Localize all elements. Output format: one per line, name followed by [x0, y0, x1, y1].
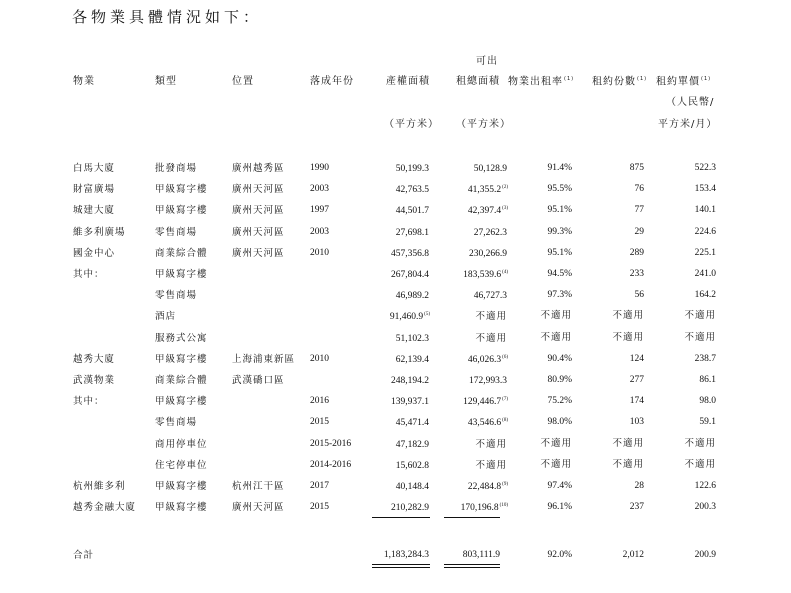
cell-lettable-value: 41,355.2	[467, 185, 502, 196]
cell-type	[155, 482, 208, 492]
cell-lettable-value: 不適用	[475, 312, 507, 323]
cell-year	[310, 228, 329, 238]
cell-location-value: 廣州天河區	[232, 205, 285, 217]
cell-lettable	[410, 461, 508, 472]
cell-property	[73, 228, 126, 238]
cell-lettable	[410, 291, 508, 302]
cell-lettable-value: 22,484.8	[467, 482, 502, 493]
cell-leases-value: 不適用	[612, 438, 644, 449]
gfa-subtotal-rule	[372, 517, 430, 518]
cell-occupancy	[510, 164, 572, 174]
cell-rent-value: 200.3	[694, 502, 716, 513]
cell-leases	[580, 312, 644, 322]
cell-leases	[580, 418, 644, 428]
cell-rent-value: 522.3	[694, 163, 716, 173]
cell-rent-value: 225.1	[694, 247, 716, 258]
cell-rent-value: 98.0	[699, 396, 716, 407]
cell-rent	[650, 334, 716, 344]
cell-occupancy-value: 75.2%	[547, 396, 572, 407]
cell-gfa-value: 46,989.2	[395, 291, 429, 302]
cell-year	[310, 164, 329, 174]
cell-occupancy	[510, 312, 572, 322]
cell-lettable-footnote: (6)	[502, 354, 508, 360]
cell-lettable-footnote: (10)	[499, 503, 508, 509]
cell-property	[73, 185, 115, 195]
lettable-total-rule-1	[444, 564, 500, 565]
cell-year	[310, 503, 329, 513]
cell-leases-value: 56	[634, 290, 644, 301]
cell-year-value: 2017	[310, 481, 329, 491]
cell-type	[155, 164, 197, 174]
cell-property-value: 其中：	[73, 269, 105, 280]
cell-rent	[650, 270, 716, 280]
cell-location-value: 杭州江干區	[232, 481, 285, 492]
cell-gfa-footnote: (5)	[424, 312, 430, 318]
cell-location-value: 廣州天河區	[232, 502, 285, 514]
cell-year-value: 1990	[310, 163, 329, 173]
cell-location	[232, 185, 285, 195]
cell-gfa-value: 44,501.7	[395, 206, 429, 217]
header-occupancy-footnote: (1)	[564, 76, 575, 82]
cell-occupancy	[510, 270, 572, 280]
cell-property-value: 國金中心	[73, 247, 116, 259]
header-property: 物業	[73, 76, 95, 87]
cell-leases	[580, 503, 644, 513]
cell-type-value: 甲級寫字樓	[155, 205, 208, 217]
cell-leases-value: 233	[629, 269, 644, 279]
cell-rent	[650, 312, 716, 322]
cell-lettable-value: 不適用	[475, 333, 507, 344]
cell-year-value: 2015	[310, 502, 329, 513]
cell-leases	[580, 461, 644, 471]
cell-location-value: 廣州越秀區	[232, 163, 285, 174]
header-lettable-top: 可出	[476, 56, 498, 67]
cell-gfa-value: 62,139.4	[395, 354, 429, 365]
cell-lettable-value: 46,026.3	[467, 354, 502, 365]
cell-leases-value: 不適用	[612, 459, 644, 470]
cell-property	[73, 270, 105, 280]
cell-property	[73, 397, 105, 407]
cell-location-value: 武漢礄口區	[232, 375, 285, 386]
cell-rent	[650, 206, 716, 216]
cell-leases	[580, 185, 644, 195]
cell-leases	[580, 355, 644, 365]
header-type: 類型	[155, 76, 177, 87]
cell-location	[232, 376, 285, 386]
cell-property	[73, 164, 115, 174]
cell-occupancy	[510, 291, 572, 301]
cell-rent	[650, 185, 716, 195]
header-location: 位置	[232, 76, 254, 87]
cell-lettable-value: 27,262.3	[473, 227, 507, 238]
cell-year-value: 2016	[310, 396, 329, 407]
cell-type-value: 甲級寫字樓	[155, 353, 208, 365]
cell-type-value: 住宅停車位	[155, 459, 208, 471]
cell-occupancy	[510, 376, 572, 386]
cell-leases	[580, 270, 644, 280]
header-year: 落成年份	[310, 76, 354, 87]
cell-lettable	[410, 312, 508, 323]
cell-lettable-footnote: (8)	[502, 418, 508, 424]
cell-type	[155, 270, 208, 280]
cell-type	[155, 355, 208, 365]
cell-lettable-footnote: (4)	[502, 270, 508, 275]
cell-property-value: 城建大廈	[73, 205, 116, 217]
cell-location	[232, 482, 285, 492]
cell-occupancy	[510, 185, 572, 195]
cell-year-value: 1997	[310, 205, 329, 216]
cell-lettable-value: 42,397.4	[467, 206, 502, 217]
cell-gfa-value: 248,194.2	[391, 376, 429, 387]
cell-lettable-value: 50,128.9	[473, 164, 507, 175]
cell-gfa-value: 47,182.9	[395, 439, 429, 450]
cell-rent	[650, 228, 716, 238]
cell-occupancy-value: 97.3%	[547, 290, 572, 301]
cell-type-value: 甲級寫字樓	[155, 481, 208, 492]
header-occupancy	[508, 77, 574, 87]
cell-type-value: 零售商場	[155, 226, 198, 238]
cell-property-value: 其中：	[73, 396, 105, 408]
cell-location	[232, 249, 285, 259]
cell-rent-value: 不適用	[684, 332, 716, 343]
cell-lettable-value: 46,727.3	[473, 291, 507, 302]
cell-type	[155, 228, 197, 238]
cell-occupancy-value: 97.4%	[547, 481, 572, 491]
header-lettable-unit: （平方米）	[456, 119, 511, 130]
cell-gfa-value: 457,356.8	[391, 248, 429, 259]
cell-rent	[650, 397, 716, 407]
cell-lettable	[410, 482, 508, 493]
cell-lettable-value: 129,446.7	[463, 397, 502, 408]
cell-leases	[580, 206, 644, 216]
cell-leases	[580, 376, 644, 386]
cell-year	[310, 206, 329, 216]
cell-leases	[580, 164, 644, 174]
cell-occupancy-value: 91.4%	[547, 163, 572, 173]
cell-occupancy-value: 95.5%	[547, 184, 572, 195]
cell-rent	[650, 376, 716, 386]
cell-property	[73, 376, 115, 386]
cell-lettable	[410, 418, 508, 429]
cell-occupancy	[510, 440, 572, 450]
cell-type	[155, 206, 208, 216]
header-lettable: 租總面積	[456, 76, 500, 87]
cell-lettable-footnote: (3)	[502, 206, 508, 212]
cell-property	[73, 482, 126, 492]
cell-type-value: 零售商場	[155, 290, 198, 302]
cell-year	[310, 418, 329, 428]
cell-lettable	[410, 228, 508, 239]
cell-occupancy	[510, 228, 572, 238]
cell-rent	[650, 461, 716, 471]
header-gfa-unit: （平方米）	[384, 119, 439, 130]
cell-occupancy	[510, 503, 572, 513]
cell-leases-value: 29	[634, 226, 644, 237]
cell-leases-value: 289	[629, 247, 644, 258]
cell-type	[155, 185, 208, 195]
cell-gfa-value: 210,282.9	[391, 503, 429, 514]
cell-lettable-footnote: (7)	[502, 397, 508, 403]
cell-year	[310, 185, 329, 195]
cell-lettable-footnote: (2)	[502, 185, 508, 191]
cell-type-value: 酒店	[155, 311, 177, 323]
cell-rent-value: 241.0	[694, 269, 716, 279]
cell-rent-value: 224.6	[694, 226, 716, 237]
cell-lettable	[410, 249, 508, 260]
cell-leases-value: 不適用	[612, 332, 644, 343]
cell-property	[73, 206, 115, 216]
cell-leases-value: 277	[629, 375, 644, 385]
cell-type	[155, 461, 208, 471]
lettable-total-rule-2	[444, 567, 500, 568]
cell-lettable	[410, 164, 508, 175]
cell-rent-value: 不適用	[684, 311, 716, 322]
cell-rent-value: 153.4	[694, 184, 716, 195]
cell-occupancy-value: 80.9%	[547, 375, 572, 385]
cell-type-value: 甲級寫字樓	[155, 184, 208, 196]
cell-lettable	[410, 376, 508, 387]
cell-type	[155, 397, 208, 407]
gfa-total-rule-2	[372, 567, 430, 568]
header-rent-footnote: (1)	[701, 76, 712, 82]
cell-lettable-value: 183,539.6	[463, 270, 502, 281]
cell-location-value: 廣州天河區	[232, 226, 285, 238]
cell-lettable-footnote: (9)	[502, 482, 508, 487]
cell-type	[155, 334, 208, 344]
header-rent-label: 租約單價	[656, 76, 700, 88]
cell-occupancy-value: 98.0%	[547, 417, 572, 428]
cell-year-value: 2015-2016	[310, 438, 352, 449]
cell-location-value: 廣州天河區	[232, 184, 285, 196]
cell-lettable	[410, 397, 508, 408]
cell-year-value: 2010	[310, 247, 329, 258]
cell-gfa-value: 139,937.1	[391, 397, 429, 408]
cell-rent	[650, 440, 716, 450]
cell-occupancy-value: 不適用	[540, 459, 572, 470]
cell-property-value: 越秀金融大廈	[73, 502, 137, 514]
cell-occupancy-value: 94.5%	[547, 269, 572, 279]
cell-year-value: 2010	[310, 353, 329, 364]
lettable-subtotal-rule	[444, 517, 500, 518]
cell-rent	[650, 249, 716, 259]
cell-lettable-value: 不適用	[475, 439, 507, 450]
cell-location-value: 廣州天河區	[232, 247, 285, 259]
cell-rent-value: 164.2	[694, 290, 716, 301]
cell-property-value: 杭州維多利	[73, 481, 126, 492]
header-gfa: 產權面積	[386, 76, 430, 87]
cell-property-value: 白馬大廈	[73, 163, 116, 174]
cell-occupancy	[510, 206, 572, 216]
cell-lettable	[410, 355, 508, 366]
cell-gfa-value: 27,698.1	[395, 227, 429, 238]
header-leases-label: 租約份數	[592, 76, 636, 88]
cell-lettable	[410, 206, 508, 217]
cell-type-value: 零售商場	[155, 417, 198, 429]
cell-rent-value: 86.1	[699, 375, 716, 385]
cell-rent	[650, 164, 716, 174]
total-gfa: 1,183,284.3	[383, 550, 429, 560]
cell-leases-value: 174	[629, 396, 644, 407]
cell-rent-value: 140.1	[694, 205, 716, 216]
cell-type-value: 服務式公寓	[155, 332, 208, 344]
cell-rent	[650, 355, 716, 365]
cell-lettable-value: 不適用	[475, 460, 507, 471]
cell-property-value: 武漢物業	[73, 375, 116, 386]
cell-year	[310, 482, 329, 492]
cell-type	[155, 312, 176, 322]
cell-type	[155, 376, 208, 386]
total-rent: 200.9	[694, 550, 716, 560]
cell-occupancy-value: 95.1%	[547, 205, 572, 216]
cell-occupancy	[510, 249, 572, 259]
cell-location	[232, 164, 285, 174]
cell-type	[155, 418, 197, 428]
cell-rent-value: 59.1	[699, 417, 716, 428]
cell-rent	[650, 418, 716, 428]
cell-rent	[650, 291, 716, 301]
cell-lettable	[410, 503, 508, 514]
cell-leases-value: 237	[629, 502, 644, 513]
cell-occupancy-value: 不適用	[540, 438, 572, 449]
cell-leases	[580, 228, 644, 238]
cell-rent	[650, 482, 716, 492]
cell-year-value: 2015	[310, 417, 329, 428]
cell-type-value: 商用停車位	[155, 438, 208, 450]
cell-occupancy	[510, 461, 572, 471]
cell-location	[232, 228, 285, 238]
gfa-total-rule-1	[372, 564, 430, 565]
cell-type-value: 甲級寫字樓	[155, 396, 208, 408]
cell-leases-value: 77	[634, 205, 644, 216]
header-rent-unit-1: （人民幣/	[666, 97, 715, 108]
cell-year	[310, 249, 329, 259]
cell-leases-value: 76	[634, 184, 644, 195]
cell-year	[310, 397, 329, 407]
cell-type	[155, 249, 208, 259]
cell-occupancy	[510, 418, 572, 428]
cell-type-value: 商業綜合體	[155, 247, 208, 259]
cell-occupancy-value: 90.4%	[547, 353, 572, 364]
cell-property-value: 財富廣場	[73, 184, 116, 196]
cell-rent-value: 不適用	[684, 438, 716, 449]
cell-leases	[580, 440, 644, 450]
cell-occupancy	[510, 482, 572, 492]
cell-property	[73, 503, 136, 513]
cell-year-value: 2003	[310, 226, 329, 237]
cell-leases-value: 不適用	[612, 311, 644, 322]
cell-leases-value: 875	[629, 163, 644, 173]
cell-lettable	[410, 270, 508, 281]
cell-lettable-value: 43,546.6	[467, 418, 502, 429]
cell-rent-value: 不適用	[684, 459, 716, 470]
cell-lettable	[410, 185, 508, 196]
header-leases-footnote: (1)	[637, 76, 648, 82]
cell-type-value: 批發商場	[155, 163, 198, 174]
cell-type-value: 甲級寫字樓	[155, 269, 208, 280]
cell-gfa-value: 50,199.3	[395, 164, 429, 175]
header-leases	[592, 77, 647, 87]
cell-type	[155, 503, 208, 513]
cell-occupancy	[510, 355, 572, 365]
cell-type-value: 商業綜合體	[155, 375, 208, 386]
cell-occupancy	[510, 334, 572, 344]
page-title: 各物業具體情況如下：	[72, 8, 263, 26]
cell-occupancy-value: 96.1%	[547, 502, 572, 513]
total-occupancy: 92.0%	[547, 550, 572, 560]
cell-leases-value: 103	[629, 417, 644, 428]
cell-property-value: 維多利廣場	[73, 226, 126, 238]
cell-gfa-value: 40,148.4	[395, 482, 429, 493]
cell-location-value: 上海浦東新區	[232, 353, 296, 365]
cell-leases-value: 124	[629, 353, 644, 364]
cell-rent	[650, 503, 716, 513]
header-rent	[656, 77, 711, 87]
cell-leases	[580, 249, 644, 259]
cell-type-value: 甲級寫字樓	[155, 502, 208, 514]
cell-rent-value: 122.6	[694, 481, 716, 491]
cell-type	[155, 291, 197, 301]
cell-rent-value: 238.7	[694, 353, 716, 364]
cell-year-value: 2014-2016	[310, 459, 352, 470]
cell-occupancy-value: 99.3%	[547, 226, 572, 237]
cell-lettable	[410, 334, 508, 345]
cell-property-value: 越秀大廈	[73, 353, 116, 365]
cell-leases	[580, 397, 644, 407]
cell-lettable-value: 170,196.8	[460, 503, 499, 514]
cell-occupancy	[510, 397, 572, 407]
cell-property	[73, 355, 115, 365]
cell-location	[232, 206, 285, 216]
cell-year	[310, 355, 329, 365]
cell-lettable	[410, 440, 508, 451]
cell-occupancy-value: 不適用	[540, 332, 572, 343]
cell-lettable-value: 172,993.3	[469, 376, 507, 387]
cell-leases	[580, 334, 644, 344]
cell-year-value: 2003	[310, 184, 329, 195]
total-leases: 2,012	[622, 550, 644, 560]
cell-leases-value: 28	[634, 481, 644, 491]
cell-gfa-value: 267,804.4	[391, 270, 429, 281]
cell-leases	[580, 291, 644, 301]
header-occupancy-label: 物業出租率	[508, 76, 563, 88]
cell-occupancy-value: 95.1%	[547, 247, 572, 258]
cell-gfa-value: 15,602.8	[395, 460, 429, 471]
cell-location	[232, 503, 285, 513]
cell-type	[155, 440, 208, 450]
cell-gfa-value: 51,102.3	[395, 333, 429, 344]
total-lettable: 803,111.9	[462, 550, 500, 560]
cell-location	[232, 355, 295, 365]
total-label: 合計	[73, 550, 95, 561]
cell-property	[73, 249, 115, 259]
cell-gfa-value: 91,460.9	[389, 312, 424, 323]
cell-occupancy-value: 不適用	[540, 311, 572, 322]
cell-gfa-value: 45,471.4	[395, 418, 429, 429]
cell-lettable-value: 230,266.9	[469, 248, 507, 259]
header-rent-unit-2: 平方米/月）	[658, 119, 718, 130]
cell-gfa-value: 42,763.5	[395, 185, 429, 196]
cell-leases	[580, 482, 644, 492]
